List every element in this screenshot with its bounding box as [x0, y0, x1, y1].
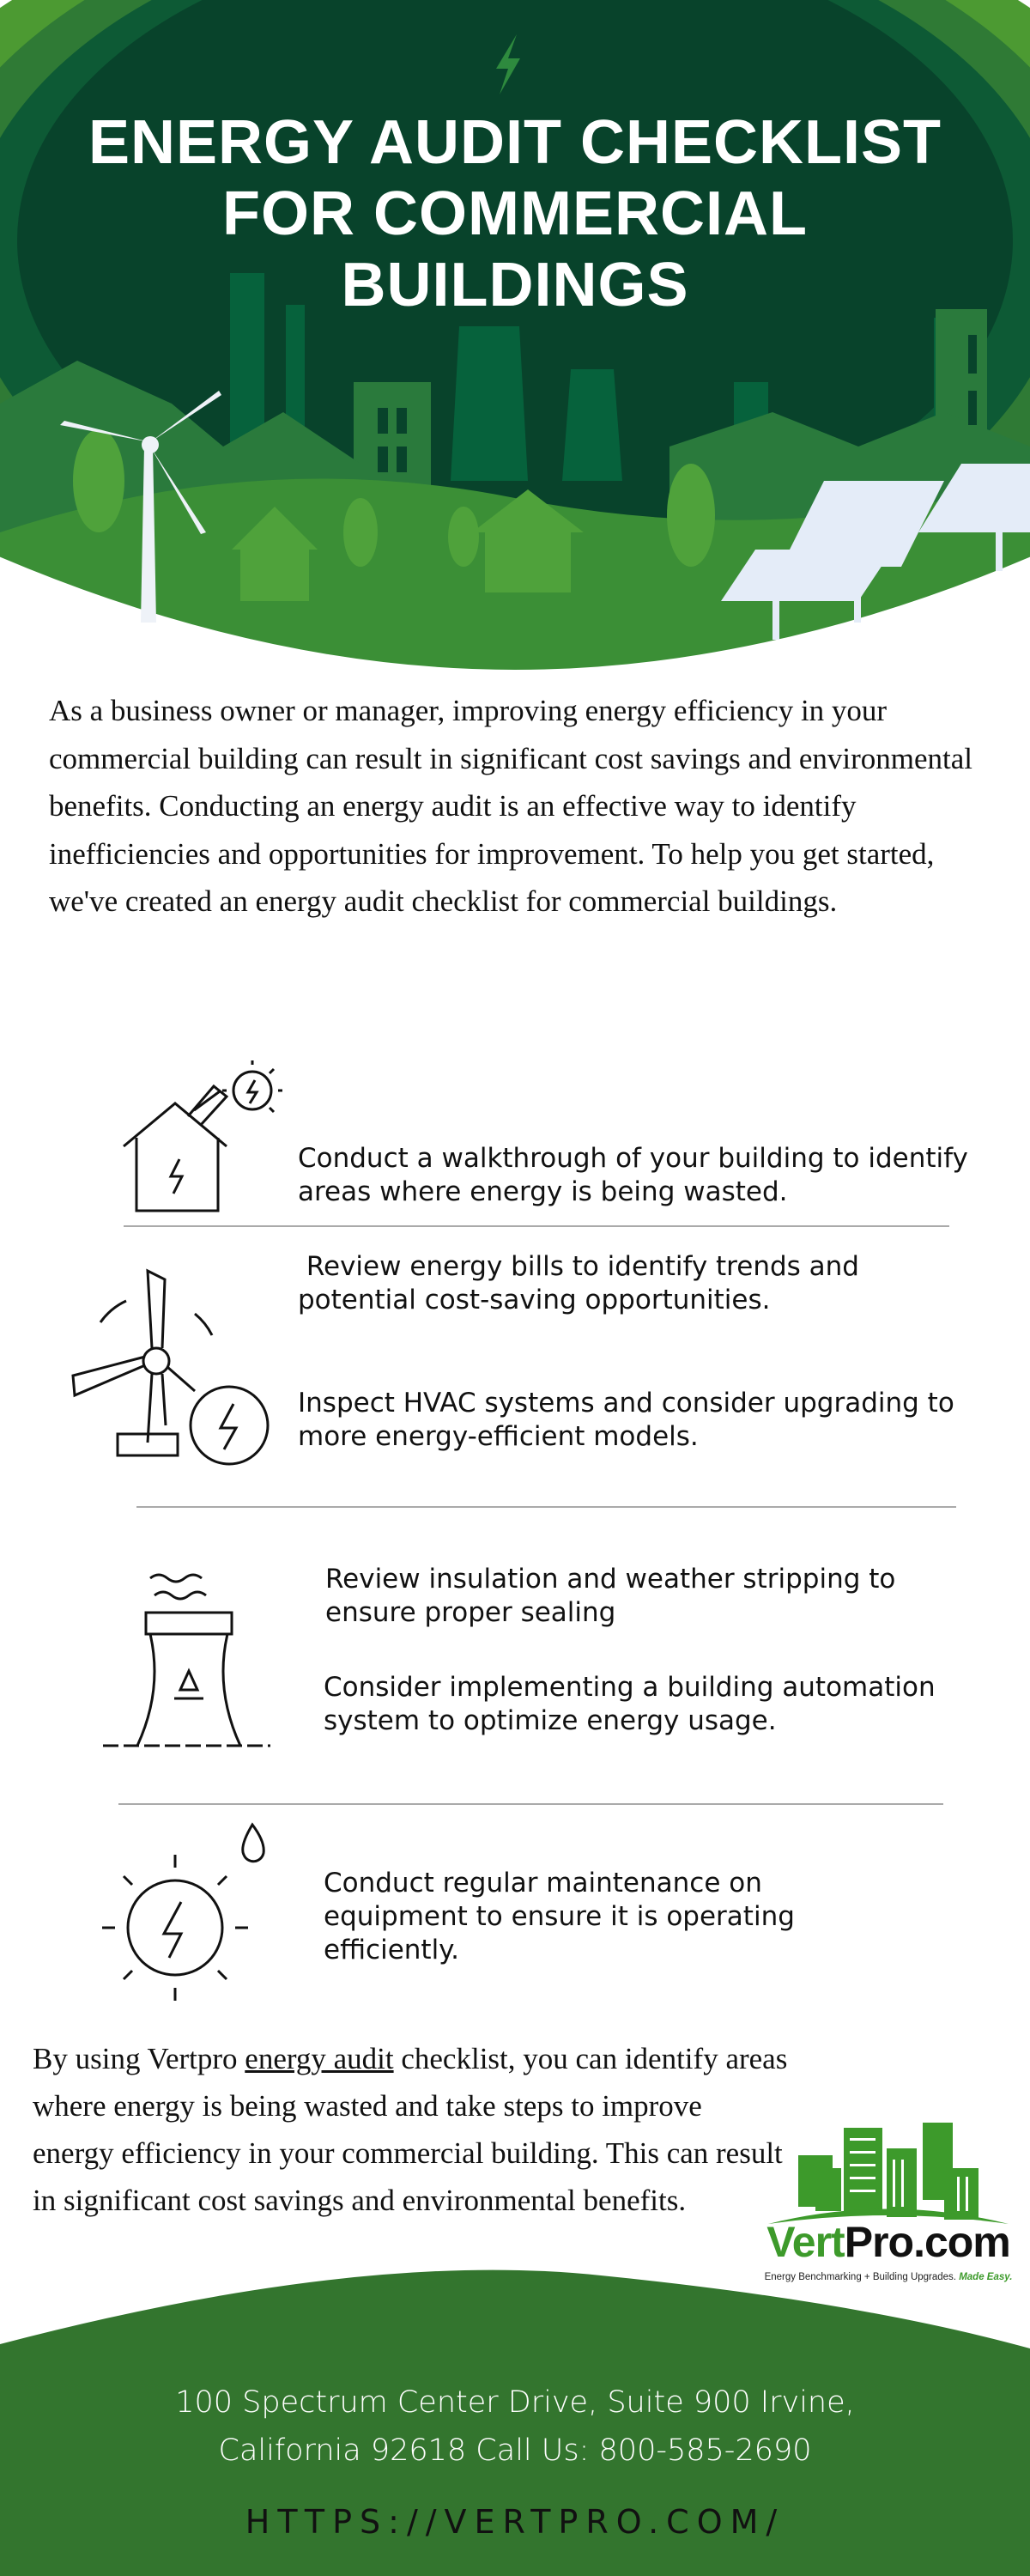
tagline-text: Energy Benchmarking + Building Upgrades. [764, 2272, 956, 2282]
intro-paragraph: As a business owner or manager, improving energy efficiency in your commercial building can result in significant cost savings and environmental benefits. Conducting an energy audit is an effective way to identify inefficiencies and opportunities for improvement. To help you get started, we've created an energy audit checklist for commercial buildings. [49, 694, 972, 918]
tagline-accent: Made Easy. [959, 2272, 1013, 2282]
title-line: ENERGY AUDIT CHECKLIST [88, 108, 942, 177]
title-line: BUILDINGS [341, 251, 689, 319]
title-line: FOR COMMERCIAL [222, 179, 808, 248]
divider [124, 1225, 949, 1227]
energy-audit-link[interactable]: energy audit [245, 2042, 394, 2075]
checklist-item: Consider implementing a building automation system to optimize energy usage. [324, 1672, 936, 1736]
divider [118, 1803, 943, 1805]
solar-house-icon [115, 1052, 291, 1219]
cooling-tower-icon [99, 1570, 275, 1754]
page-title [34, 107, 996, 321]
hero-illustration [0, 0, 1030, 678]
closing-paragraph [33, 2035, 788, 2224]
checklist-item: Review insulation and weather stripping to ensure proper sealing [325, 1564, 896, 1628]
address-line: California 92618 Call Us: 800-585-2690 [218, 2433, 812, 2468]
logo-name-part: Pro.com [844, 2218, 1010, 2266]
footer-website-link[interactable]: HTTPS://VERTPRO.COM/ [245, 2503, 785, 2541]
logo-wordmark [755, 2217, 1021, 2267]
logo-name-part: Vert [766, 2218, 845, 2266]
closing-text: By using Vertpro [33, 2042, 245, 2075]
checklist-item: Conduct regular maintenance on equipment to ensure it is operating efficiently. [324, 1868, 795, 1965]
address-line: 100 Spectrum Center Drive, Suite 900 Irvine, [175, 2385, 855, 2420]
footer-address [0, 2379, 1030, 2475]
divider [136, 1506, 956, 1508]
checklist-item: Review energy bills to identify trends and potential cost-saving opportunities. [298, 1251, 868, 1315]
sun-energy-icon [102, 1820, 278, 2005]
closing-text: checklist, you can identify areas where energy is being wasted and take steps to improve energy efficiency in your commercial building. This can result in significant cost savings and environmental benefits. [33, 2042, 788, 2217]
checklist-item: Inspect HVAC systems and consider upgrading to more energy-efficient models. [298, 1388, 954, 1452]
wind-turbine-icon [66, 1262, 276, 1473]
checklist-item: Conduct a walkthrough of your building to identify areas where energy is being wasted. [298, 1143, 968, 1207]
